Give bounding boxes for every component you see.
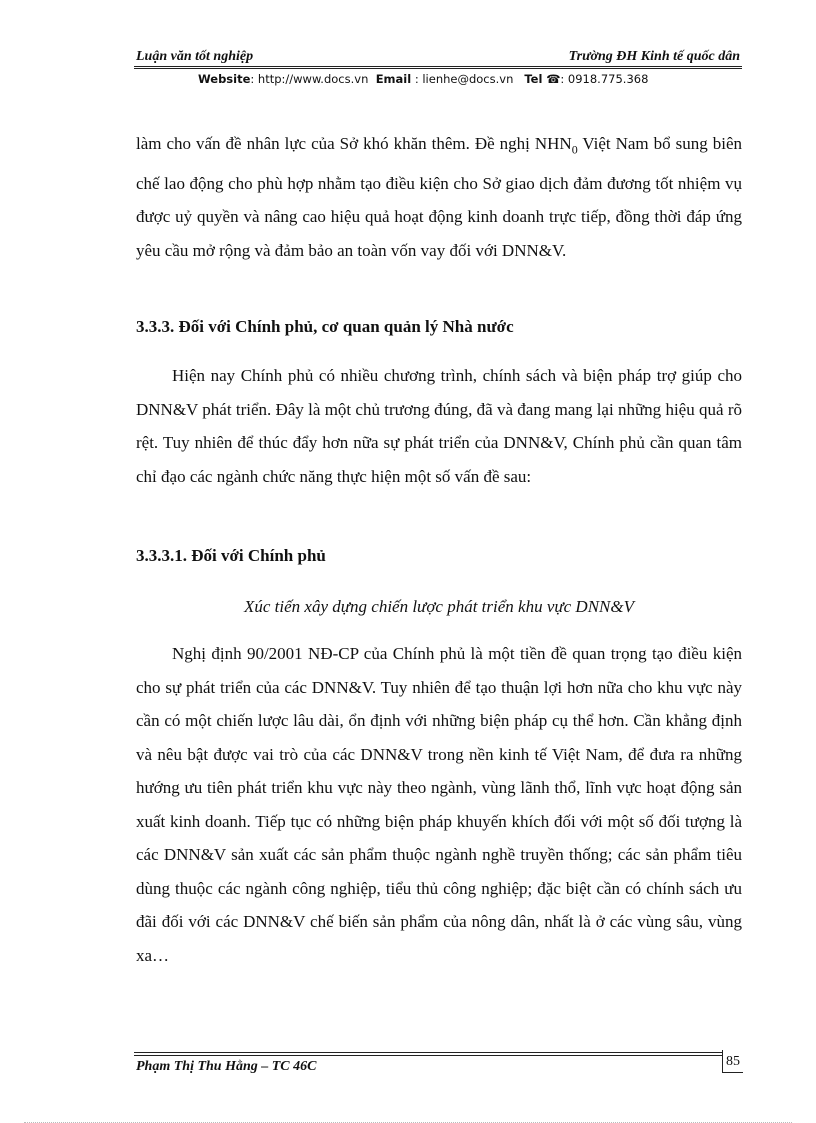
header-rule-2 bbox=[134, 68, 742, 69]
header-thesis-title: Luận văn tốt nghiệp bbox=[136, 49, 254, 64]
footer-rule-2 bbox=[134, 1055, 722, 1056]
paragraph-2: Hiện nay Chính phủ có nhiều chương trình, chính sách và biện pháp trợ giúp cho DNN&V phát triển. Đây là một chủ trương đúng, đã và đang mang lại những hiệu quả rõ rệt. Tuy nhiên để thúc đẩy hơn nữa sự phát triển của DNN&V, Chính phủ cần quan tâm chỉ đạo các ngành chức năng thực hiện một số vấn đề sau: bbox=[136, 366, 742, 486]
footer-rule bbox=[134, 1052, 722, 1053]
tel-label: Tel bbox=[524, 72, 543, 86]
website-value: : http://www.docs.vn bbox=[250, 72, 369, 86]
section-heading-3-3-3-1: 3.3.3.1. Đối với Chính phủ bbox=[136, 546, 326, 565]
header-contact-line bbox=[198, 72, 648, 86]
tel-value: : 0918.775.368 bbox=[560, 72, 649, 86]
paragraph-1-text-b: Việt Nam bổ sung biên chế lao động cho phù hợp nhằm tạo điều kiện cho Sở giao dịch đảm đương tốt nhiệm vụ được uỷ quyền và nâng cao hiệu quả hoạt động kinh doanh trực tiếp, đồng thời đáp ứng yêu cầu mở rộng và đảm bảo an toàn vốn vay đối với DNN&V. bbox=[136, 134, 742, 260]
header-rule bbox=[134, 66, 742, 67]
page-number: 85 bbox=[726, 1054, 740, 1069]
footer-author: Phạm Thị Thu Hằng – TC 46C bbox=[136, 1059, 317, 1074]
paragraph-3: Nghị định 90/2001 NĐ-CP của Chính phủ là một tiền đề quan trọng tạo điều kiện cho sự phát triển của các DNN&V. Tuy nhiên để tạo thuận lợi hơn nữa cho khu vực này cần có một chiến lược lâu dài, ổn định với những biện pháp cụ thể hơn. Cần khẳng định và nêu bật được vai trò của các DNN&V trong nền kinh tế Việt Nam, để đưa ra những hướng ưu tiên phát triển khu vực này theo ngành, vùng lãnh thổ, lĩnh vực hoạt động sản xuất kinh doanh. Tiếp tục có những biện pháp khuyến khích đối với một số đối tượng là các DNN&V sản xuất các sản phẩm thuộc ngành nghề truyền thống; các sản phẩm tiêu dùng thuộc các ngành công nghiệp, tiểu thủ công nghiệp; đặc biệt cần có chính sách ưu đãi đối với các DNN&V chế biến sản phẩm của nông dân, nhất là ở các vùng sâu, vùng xa… bbox=[136, 644, 742, 965]
phone-icon: ☎ bbox=[546, 72, 561, 86]
email-value: : lienhe@docs.vn bbox=[411, 72, 514, 86]
paragraph-1 bbox=[136, 127, 742, 267]
italic-subheading: Xúc tiến xây dựng chiến lược phát triển khu vực DNN&V bbox=[243, 597, 634, 616]
paragraph-1-text-a: làm cho vấn đề nhân lực của Sở khó khăn thêm. Đề nghị NHN bbox=[136, 134, 572, 153]
paragraph-1-subscript: 0 bbox=[571, 142, 578, 157]
section-heading-3-3-3: 3.3.3. Đối với Chính phủ, cơ quan quản lý Nhà nước bbox=[136, 317, 514, 336]
email-label: Email bbox=[375, 72, 412, 86]
website-label: Website bbox=[198, 72, 251, 86]
header-university: Trường ĐH Kinh tế quốc dân bbox=[568, 49, 740, 64]
